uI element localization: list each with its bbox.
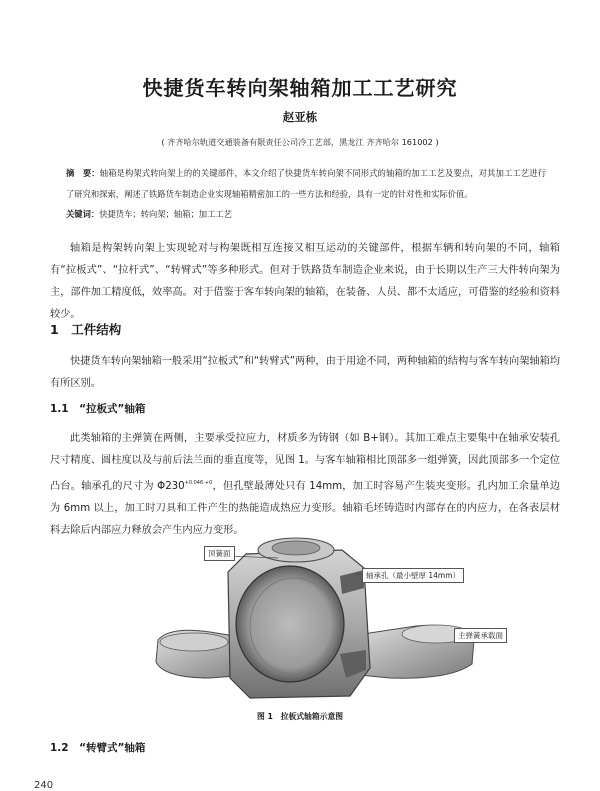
keywords xyxy=(66,208,546,220)
callout-top-spring-surface: 顶簧面 xyxy=(204,546,235,561)
section-1-paragraph: 快捷货车转向架轴箱一般采用“拉板式”和“转臂式”两种，由于用途不同，两种轴箱的结构与客车转向架轴箱均有所区别。 xyxy=(50,356,560,389)
axle-box-figure xyxy=(150,528,480,706)
intro-paragraph: 轴箱是构架转向架上实现轮对与构架既相互连接又相互运动的关键部件，根据车辆和转向架的不同，轴箱有“拉板式”、“拉杆式”、“转臂式”等多种形式。但对于铁路货车制造企业来说，由于长期以生产三大件转向架为主，部件加工精度低，效率高。对于借鉴于客车转向架的轴箱，在装备、人员、都不太适应，可借鉴的经验和资料较少。 xyxy=(50,243,560,320)
abstract-label: 摘 要： xyxy=(66,168,100,178)
author-name: 赵亚栋 xyxy=(282,110,318,124)
paper-title: 快捷货车转向架轴箱加工工艺研究 xyxy=(142,76,458,100)
section-1-1-text-a: 此类轴箱的主弹簧在两侧，主要承受拉应力，材质多为铸钢（如 B+钢）。其加工难点主要集中在轴承安装孔尺寸精度、圆柱度以及与前后法兰面的垂直度等，见图 1。与客车轴箱相比顶部多一组弹簧，因此顶部多一个定位凸台。轴承孔的尺寸为 Φ230 xyxy=(50,433,560,492)
callout-bearing-bore: 轴承孔（最小壁厚 14mm） xyxy=(362,568,464,583)
abstract-text: 轴箱是构架式转向架上的的关键部件，本文介绍了快捷货车转向架不同形式的轴箱的加工工艺及要点，对其加工工艺进行了研究和探索，阐述了铁路货车制造企业实现轴箱精密加工的一些方法和经验，具有一定的针对性和实际价值。 xyxy=(66,168,546,199)
left-seat-top xyxy=(160,633,228,651)
section-1-1-paragraph xyxy=(50,428,560,542)
section-1-heading: 1 工件结构 xyxy=(50,322,122,337)
bearing-bore xyxy=(236,566,344,682)
callout-main-spring-surface: 主弹簧承载面 xyxy=(454,628,507,643)
keywords-label: 关键词： xyxy=(66,209,100,219)
section-1-1-heading: 1.1 “拉板式”轴箱 xyxy=(50,403,146,415)
abstract xyxy=(66,163,546,205)
section-1-1-text-b: ，但孔壁最薄处只有 14mm，加工时容易产生装夹变形。孔内加工余量单边为 6mm 以上，加工时刀具和工件产生的热能造成热应力变形。轴箱毛坯铸造时内部存在的内应力，在各表层材料去除后内部应力释放会产生内应力变形。 xyxy=(50,481,561,536)
bore-tolerance: +0.046 +0 xyxy=(184,480,213,486)
figure-1-caption: 图 1 拉板式轴箱示意图 xyxy=(256,712,344,721)
author-affiliation: ( 齐齐哈尔轨道交通装备有限责任公司冷工艺部，黑龙江 齐齐哈尔 161002 ) xyxy=(161,137,439,147)
section-1-2-heading: 1.2 “转臂式”轴箱 xyxy=(50,742,146,754)
keywords-text: 快捷货车；转向架；轴箱；加工工艺 xyxy=(99,209,232,219)
page-number: 240 xyxy=(34,780,54,791)
